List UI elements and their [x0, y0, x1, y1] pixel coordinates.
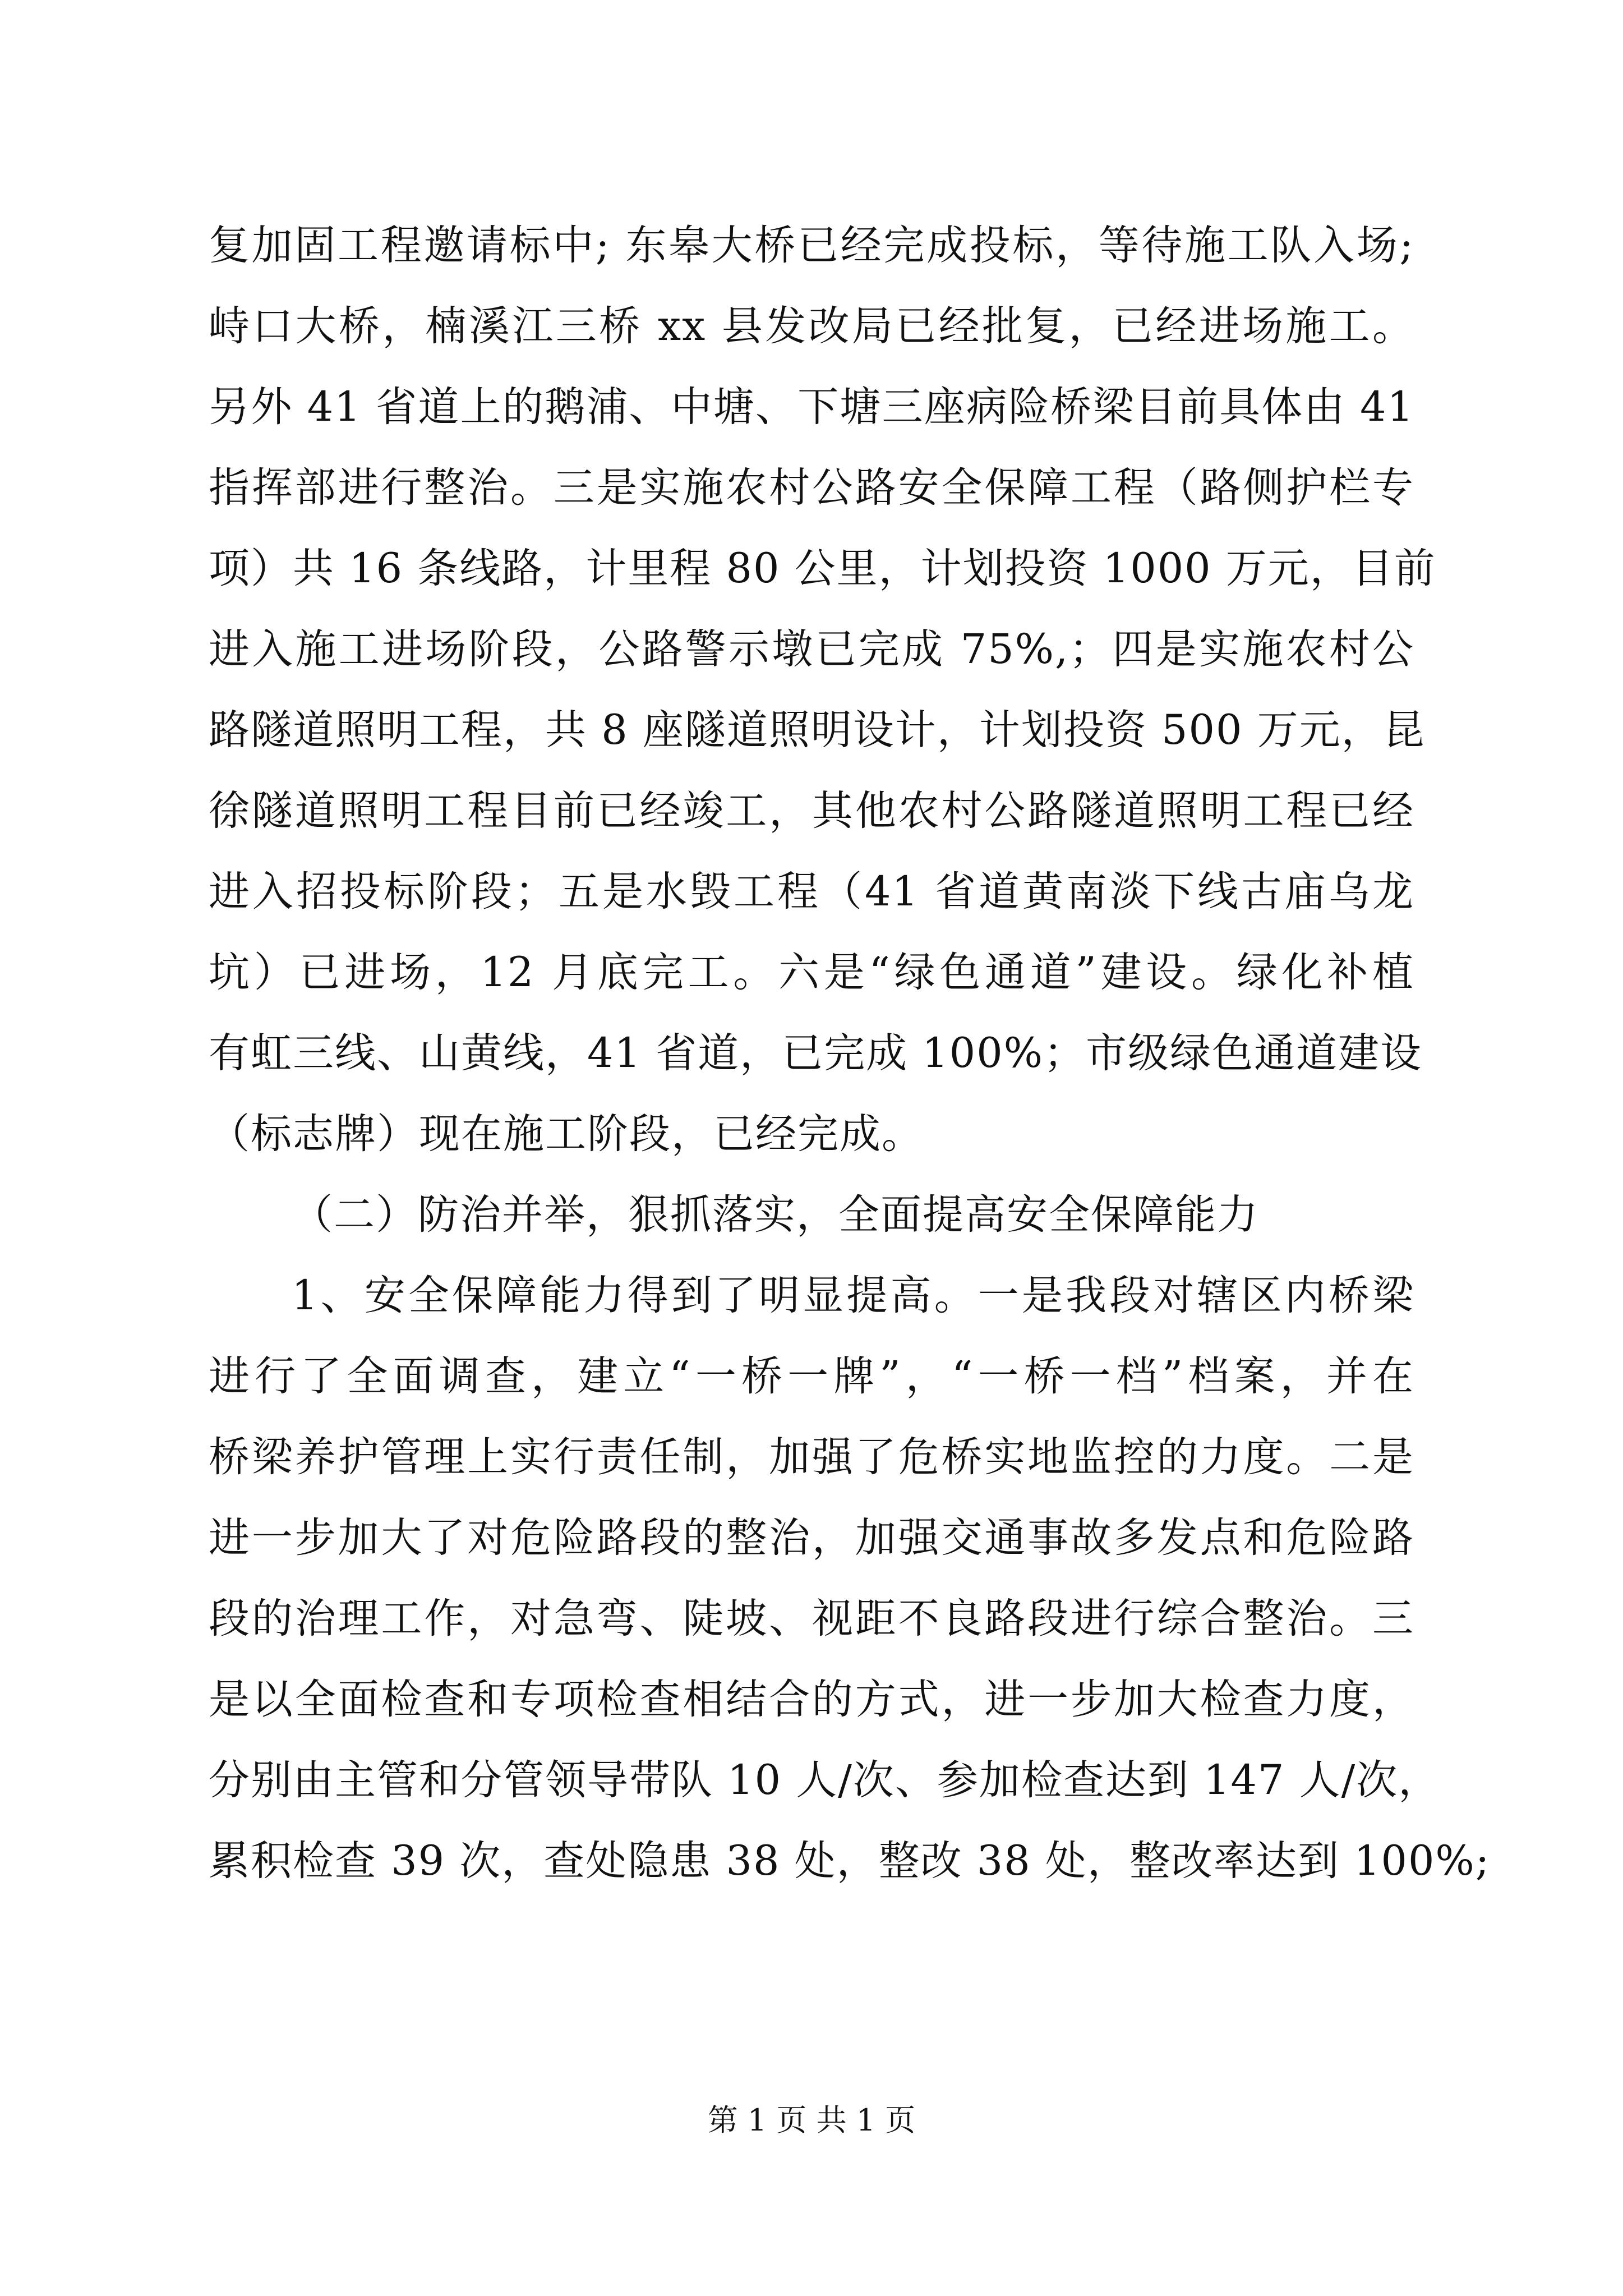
- body-line: 1、安全保障能力得到了明显提高。一是我段对辖区内桥梁: [292, 1272, 1414, 1319]
- body-line: 累积检查 39 次，查处隐患 38 处，整改 38 处，整改率达到 100%;: [209, 1837, 1491, 1885]
- body-line: 是以全面检查和专项检查相结合的方式，进一步加大检查力度，: [209, 1676, 1414, 1723]
- body-line: 进一步加大了对危险路段的整治，加强交通事故多发点和危险路: [209, 1514, 1414, 1562]
- body-line: 分别由主管和分管领导带队 10 人/次、参加检查达到 147 人/次，: [209, 1756, 1441, 1804]
- body-line: 段的治理工作，对急弯、陡坡、视距不良路段进行综合整治。三: [209, 1595, 1414, 1642]
- body-line: 峙口大桥，楠溪江三桥 xx 县发改局已经批复，已经进场施工。: [209, 302, 1414, 350]
- body-line: 徐隧道照明工程目前已经竣工，其他农村公路隧道照明工程已经: [209, 787, 1414, 835]
- body-line: 复加固工程邀请标中; 东皋大桥已经完成投标，等待施工队入场;: [209, 222, 1414, 269]
- body-line: 坑）已进场，12 月底完工。六是“绿色通道”建设。绿化补植: [209, 949, 1414, 996]
- body-line: 进入施工进场阶段，公路警示墩已完成 75%,；四是实施农村公: [209, 625, 1414, 673]
- page-footer: 第 1 页 共 1 页: [707, 2102, 916, 2138]
- body-line: 进行了全面调查，建立“一桥一牌”，“一桥一档”档案，并在: [209, 1352, 1414, 1400]
- body-line: 指挥部进行整治。三是实施农村公路安全保障工程（路侧护栏专: [209, 464, 1414, 512]
- body-line: （标志牌）现在施工阶段，已经完成。: [209, 1110, 924, 1158]
- body-line: 路隧道照明工程，共 8 座隧道照明设计，计划投资 500 万元，昆: [209, 706, 1426, 754]
- section-heading: （二）防治并举，狠抓落实，全面提高安全保障能力: [292, 1191, 1259, 1239]
- body-line: 另外 41 省道上的鹅浦、中塘、下塘三座病险桥梁目前具体由 41: [209, 383, 1414, 431]
- body-line: 有虹三线、山黄线，41 省道，已完成 100%；市级绿色通道建设: [209, 1029, 1422, 1077]
- body-line: 项）共 16 条线路，计里程 80 公里，计划投资 1000 万元，目前: [209, 545, 1436, 592]
- body-line: 桥梁养护管理上实行责任制，加强了危桥实地监控的力度。二是: [209, 1433, 1414, 1481]
- body-line: 进入招投标阶段；五是水毁工程（41 省道黄南淡下线古庙乌龙: [209, 868, 1414, 915]
